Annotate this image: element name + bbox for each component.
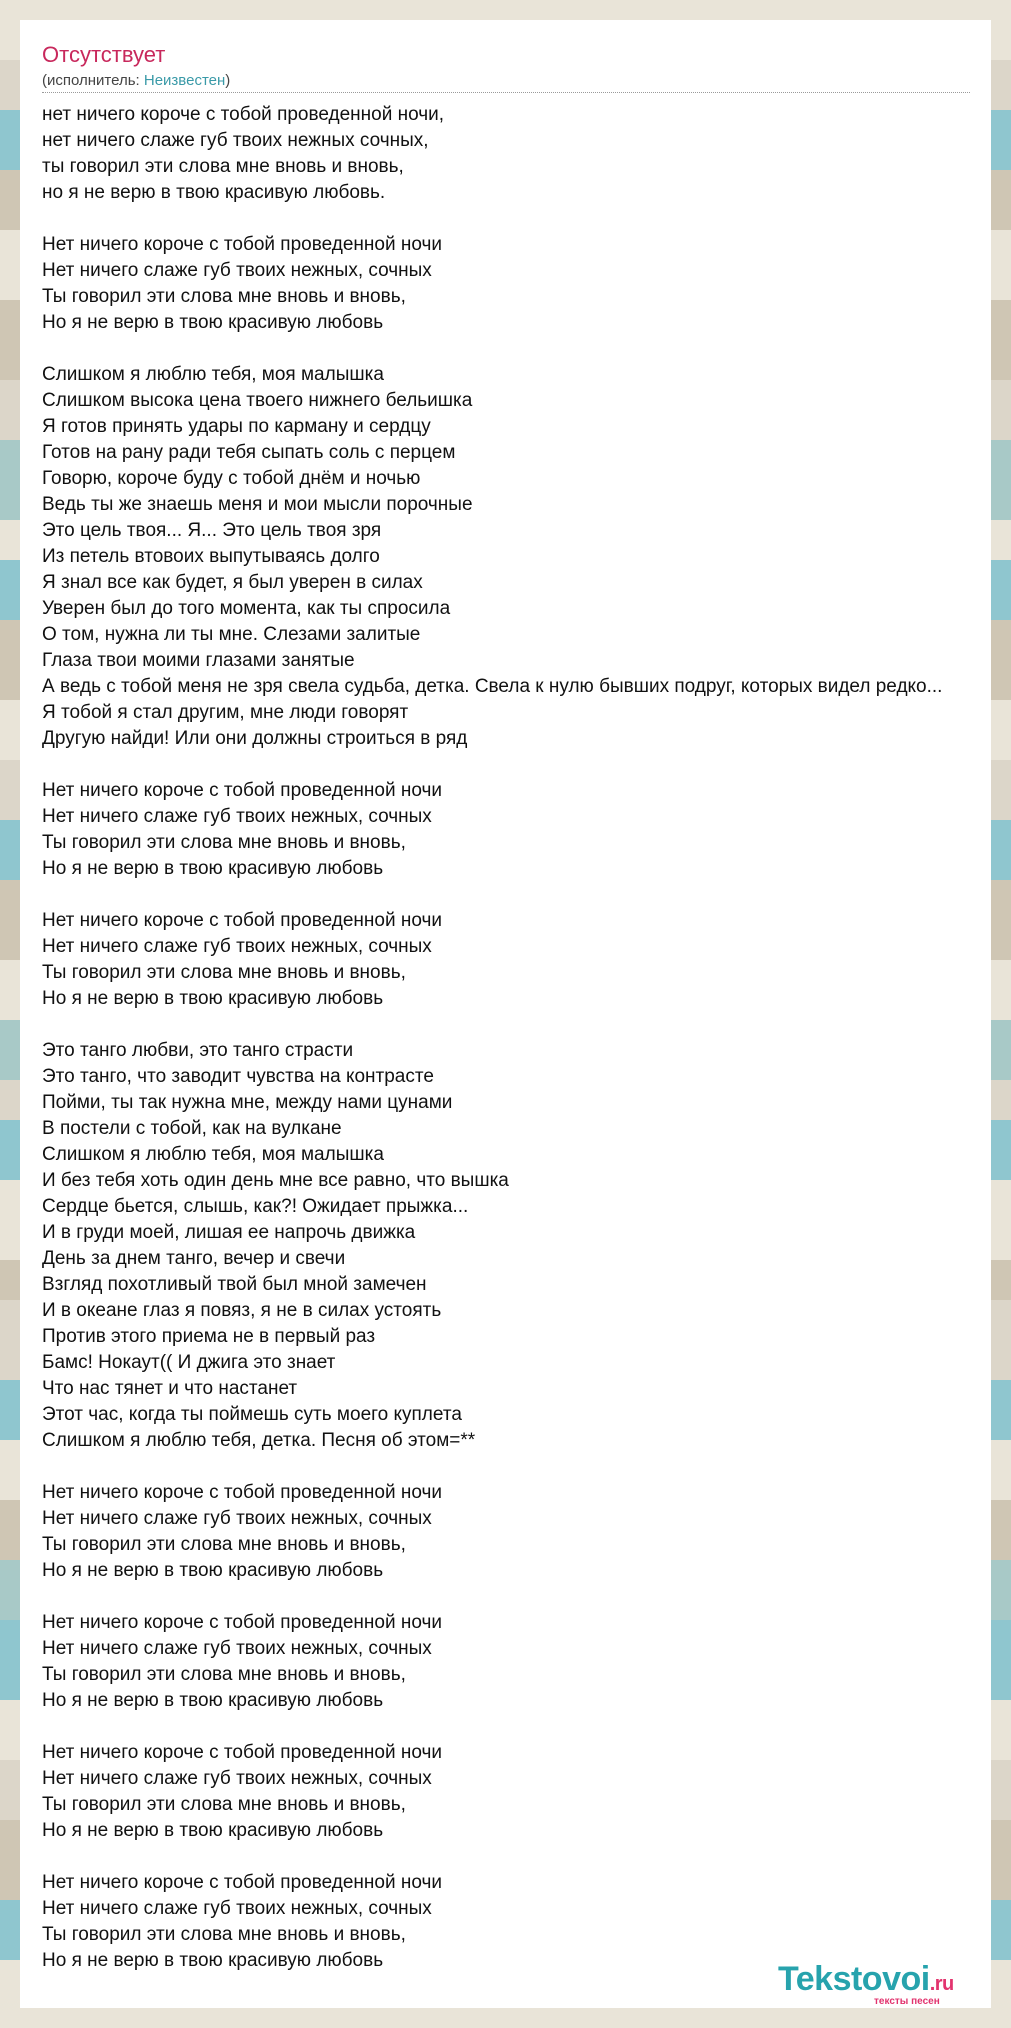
- lyric-line: Нет ничего короче с тобой проведенной ночи: [42, 234, 443, 255]
- lyric-line: И без тебя хоть один день мне все равно, что вышка: [42, 1170, 509, 1191]
- lyric-line: Это танго любви, это танго страсти: [42, 1040, 354, 1061]
- stanza-gap: [42, 1844, 982, 1870]
- lyric-line: День за днем танго, вечер и свечи: [42, 1248, 346, 1269]
- lyric-line: нет ничего короче с тобой проведенной ночи,: [42, 104, 445, 125]
- lyric-line: Нет ничего слаже губ твоих нежных, сочных: [42, 260, 432, 281]
- logo-name: Tekstovoi: [778, 1960, 930, 1998]
- stanza-gap: [42, 1714, 982, 1740]
- lyric-line: В постели с тобой, как на вулкане: [42, 1118, 342, 1139]
- lyric-line: Против этого приема не в первый раз: [42, 1326, 376, 1347]
- lyric-line: Ты говорил эти слова мне вновь и вновь,: [42, 1664, 406, 1685]
- stanza-gap: [42, 1584, 982, 1610]
- lyric-line: Глаза твои моими глазами занятые: [42, 650, 355, 671]
- lyric-line: Нет ничего короче с тобой проведенной ночи: [42, 910, 443, 931]
- lyric-line: Взгляд похотливый твой был мной замечен: [42, 1274, 427, 1295]
- lyric-line: Нет ничего слаже губ твоих нежных, сочных: [42, 1898, 432, 1919]
- lyric-line: Я знал все как будет, я был уверен в силах: [42, 572, 423, 593]
- logo-tagline: тексты песен: [874, 1996, 940, 2007]
- lyric-line: Нет ничего короче с тобой проведенной ночи: [42, 780, 443, 801]
- lyric-line: Бамс! Нокаут(( И джига это знает: [42, 1352, 336, 1373]
- lyric-line: Пойми, ты так нужна мне, между нами цунами: [42, 1092, 453, 1113]
- stanza-gap: [42, 752, 982, 778]
- lyric-line: Но я не верю в твою красивую любовь: [42, 312, 384, 333]
- lyric-line: Ты говорил эти слова мне вновь и вновь,: [42, 1794, 406, 1815]
- site-logo[interactable]: [778, 1960, 983, 2007]
- lyric-line: Нет ничего короче с тобой проведенной ночи: [42, 1872, 443, 1893]
- artist-line: [42, 71, 230, 91]
- lyric-line: Я тобой я стал другим, мне люди говорят: [42, 702, 409, 723]
- lyric-line: Слишком я люблю тебя, моя малышка: [42, 364, 384, 385]
- lyric-line: Но я не верю в твою красивую любовь: [42, 1560, 384, 1581]
- lyric-line: Я готов принять удары по карману и сердцу: [42, 416, 431, 437]
- lyric-line: Говорю, короче буду с тобой днём и ночью: [42, 468, 421, 489]
- lyric-line: Слишком я люблю тебя, моя малышка: [42, 1144, 384, 1165]
- lyric-line: Слишком я люблю тебя, детка. Песня об этом=**: [42, 1430, 476, 1451]
- artist-prefix: (исполнитель:: [42, 72, 144, 89]
- lyric-line: Слишком высока цена твоего нижнего бельишка: [42, 390, 473, 411]
- lyric-line: Нет ничего короче с тобой проведенной ночи: [42, 1612, 443, 1633]
- lyric-line: Ты говорил эти слова мне вновь и вновь,: [42, 286, 406, 307]
- lyric-line: нет ничего слаже губ твоих нежных сочных,: [42, 130, 429, 151]
- stanza-gap: [42, 1012, 982, 1038]
- lyric-line: Это танго, что заводит чувства на контрасте: [42, 1066, 434, 1087]
- stanza-gap: [42, 1454, 982, 1480]
- lyrics-card: [20, 20, 991, 2008]
- lyric-line: А ведь с тобой меня не зря свела судьба, детка. Свела к нулю бывших подруг, которых видел редко...: [42, 676, 943, 697]
- song-title: Отсутствует: [42, 42, 166, 67]
- lyric-line: Из петель втовоих выпутываясь долго: [42, 546, 380, 567]
- lyric-line: Но я не верю в твою красивую любовь: [42, 858, 384, 879]
- lyric-line: Нет ничего слаже губ твоих нежных, сочных: [42, 1508, 432, 1529]
- lyric-line: Нет ничего слаже губ твоих нежных, сочных: [42, 1638, 432, 1659]
- stanza-gap: [42, 336, 982, 362]
- logo-tld: .ru: [929, 1973, 954, 1995]
- lyric-line: Ты говорил эти слова мне вновь и вновь,: [42, 1534, 406, 1555]
- lyric-line: Ты говорил эти слова мне вновь и вновь,: [42, 962, 406, 983]
- lyric-line: Нет ничего слаже губ твоих нежных, сочных: [42, 936, 432, 957]
- lyric-line: Но я не верю в твою красивую любовь: [42, 988, 384, 1009]
- lyric-line: Нет ничего короче с тобой проведенной ночи: [42, 1742, 443, 1763]
- lyric-line: ты говорил эти слова мне вновь и вновь,: [42, 156, 404, 177]
- lyrics-text: [42, 102, 982, 1974]
- artist-link[interactable]: Неизвестен: [143, 72, 226, 89]
- artist-suffix: ): [225, 72, 231, 89]
- lyric-line: Нет ничего слаже губ твоих нежных, сочных: [42, 806, 432, 827]
- lyric-line: Этот час, когда ты поймешь суть моего куплета: [42, 1404, 462, 1425]
- lyric-line: Но я не верю в твою красивую любовь: [42, 1950, 384, 1971]
- lyric-line: Ты говорил эти слова мне вновь и вновь,: [42, 832, 406, 853]
- lyric-line: Нет ничего слаже губ твоих нежных, сочных: [42, 1768, 432, 1789]
- stanza-gap: [42, 206, 982, 232]
- lyric-line: И в груди моей, лишая ее напрочь движка: [42, 1222, 416, 1243]
- lyric-line: Ты говорил эти слова мне вновь и вновь,: [42, 1924, 406, 1945]
- lyric-line: Уверен был до того момента, как ты спросила: [42, 598, 451, 619]
- lyric-line: О том, нужна ли ты мне. Слезами залитые: [42, 624, 421, 645]
- title-divider: [42, 92, 970, 93]
- lyric-line: Сердце бьется, слышь, как?! Ожидает прыжка...: [42, 1196, 469, 1217]
- lyric-line: Но я не верю в твою красивую любовь: [42, 1690, 384, 1711]
- lyric-line: Но я не верю в твою красивую любовь: [42, 1820, 384, 1841]
- lyric-line: Ведь ты же знаешь меня и мои мысли порочные: [42, 494, 473, 515]
- lyric-line: Это цель твоя... Я... Это цель твоя зря: [42, 520, 382, 541]
- lyric-line: Другую найди! Или они должны строиться в ряд: [42, 728, 468, 749]
- stanza-gap: [42, 882, 982, 908]
- lyric-line: Нет ничего короче с тобой проведенной ночи: [42, 1482, 443, 1503]
- lyric-line: Что нас тянет и что настанет: [42, 1378, 298, 1399]
- lyric-line: но я не верю в твою красивую любовь.: [42, 182, 386, 203]
- lyric-line: Готов на рану ради тебя сыпать соль с перцем: [42, 442, 456, 463]
- lyric-line: И в океане глаз я повяз, я не в силах устоять: [42, 1300, 442, 1321]
